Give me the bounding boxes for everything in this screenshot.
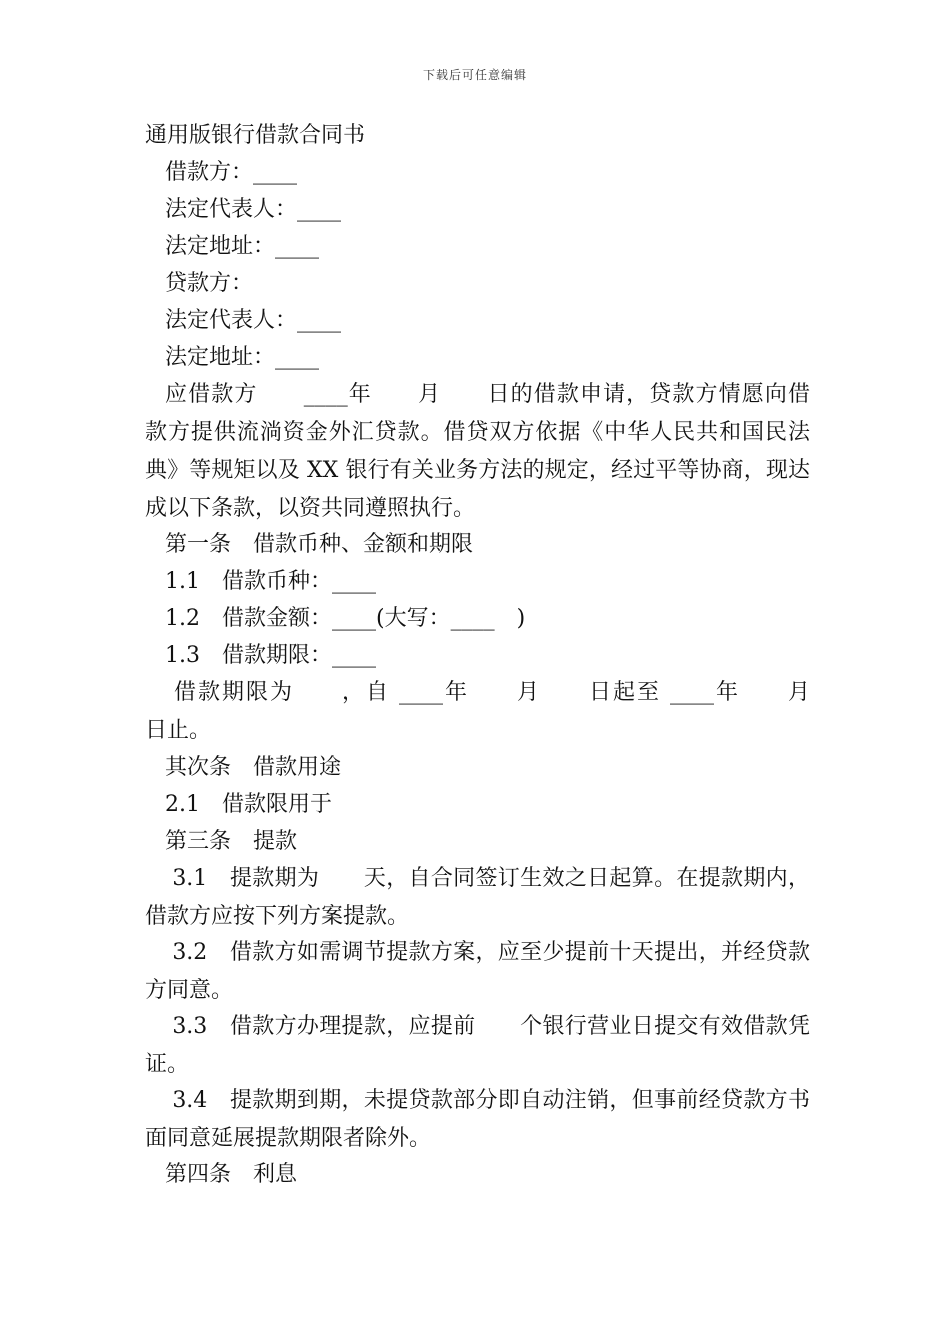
article-4-heading: 第四条 利息 [165, 1162, 298, 1187]
document-title: 通用版银行借款合同书 [145, 123, 366, 148]
clause-3-1: 3.1 提款期为 天，自合同签订生效之日起算。在提款期内， [165, 866, 810, 891]
clause-2-1: 2.1 借款限用于 [165, 792, 332, 817]
article-3-heading: 第三条 提款 [165, 829, 298, 854]
clause-3-2-continued: 方同意。 [145, 978, 234, 1003]
intro-paragraph-line: 典》等规矩以及 XX 银行有关业务方法的规定，经过平等协商，现达 [145, 458, 810, 483]
borrower-field: 借款方：____ [165, 160, 298, 185]
lender-representative-field: 法定代表人：____ [165, 308, 342, 333]
clause-3-4: 3.4 提款期到期，未提贷款部分即自动注销，但事前经贷款方书 [165, 1088, 810, 1113]
article-2-heading: 其次条 借款用途 [165, 755, 342, 780]
clause-1-1: 1.1 借款币种：____ [165, 569, 376, 594]
article-1-heading: 第一条 借款币种、金额和期限 [165, 532, 474, 557]
clause-3-4-continued: 面同意延展提款期限者除外。 [145, 1126, 432, 1151]
clause-1-3: 1.3 借款期限：____ [165, 643, 376, 668]
clause-1-2: 1.2 借款金额：____(大写：____ ) [165, 606, 526, 631]
clause-3-3-continued: 证。 [145, 1052, 190, 1077]
lender-address-field: 法定地址：____ [165, 345, 320, 370]
loan-term-line: 日止。 [145, 718, 212, 743]
clause-3-2: 3.2 借款方如需调节提款方案，应至少提前十天提出，并经贷款 [165, 940, 810, 965]
intro-paragraph-line: 成以下条款，以资共同遵照执行。 [145, 496, 476, 521]
borrower-representative-field: 法定代表人：____ [165, 197, 342, 222]
loan-term-line: 借款期限为 ，自 ____年 月 日起至 ____年 月 [165, 680, 810, 705]
intro-paragraph-line: 款方提供流淌资金外汇贷款。借贷双方依据《中华人民共和国民法 [145, 420, 810, 445]
page-header: 下载后可任意编辑 [422, 68, 527, 82]
clause-3-3: 3.3 借款方办理提款，应提前 个银行营业日提交有效借款凭 [165, 1014, 810, 1039]
lender-field: 贷款方： [165, 271, 254, 296]
clause-3-1-continued: 借款方应按下列方案提款。 [145, 904, 410, 929]
intro-paragraph-line: 应借款方 ____年 月 日的借款申请，贷款方情愿向借 [165, 382, 810, 407]
borrower-address-field: 法定地址：____ [165, 234, 320, 259]
